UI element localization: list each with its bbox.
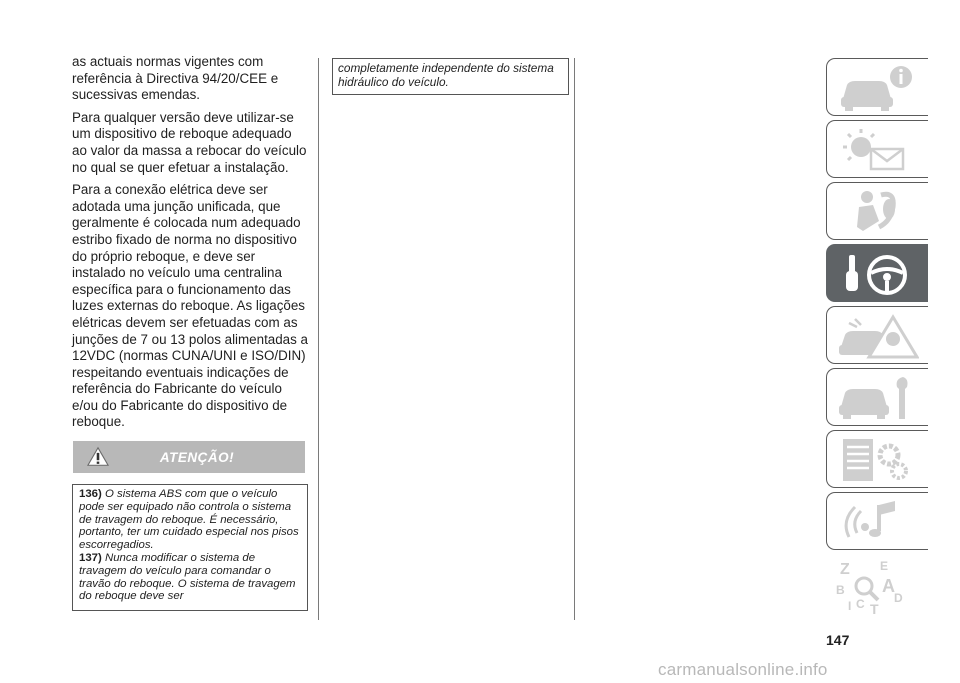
tab-index[interactable] [826,554,928,616]
tab-document-gears[interactable] [826,430,928,488]
paragraph: Para qualquer versão deve utilizar-se um dispositivo de reboque adequado ao valor da massa a rebocar do veículo no qual se quer efetuar a instalação. [72,109,307,175]
warning-item-number: 136) [79,488,102,500]
document-gears-icon [835,435,919,485]
svg-text:D: D [894,591,903,605]
car-wrench-icon [835,373,919,423]
tab-car-wrench[interactable] [826,368,928,426]
main-text-column [72,54,308,437]
continued-warning-box [332,58,569,95]
page-number: 147 [826,632,850,648]
warning-box [72,484,308,611]
watermark-text: carmanualsonline.info [658,660,828,679]
warning-item [79,488,303,552]
paragraph: Para a conexão elétrica deve ser adotada uma junção unificada, que geralmente é colocada num adequado estribo fixado de norma no dispositivo do próprio reboque, e deve ser instalado no veículo uma centralina específica para o funcionamento das luzes externas do reboque. As ligações elétricas devem ser efetuadas com as junções de 7 ou 13 polos alimentadas a 12VDC (normas CUNA/UNI e ISO/DIN) respeitando eventuais indicações de referência do Fabricante do veículo e/ou do Fabricante do dispositivo de reboque. [72,182,308,430]
multimedia-music-icon [835,497,919,547]
warning-title: ATENÇÃO! [159,449,235,465]
column-divider [318,58,319,620]
index-letters-icon [834,558,918,616]
warning-item-text: Nunca modificar o sistema de travagem do veículo para comandar o travão do reboque. O sistema de travagem do reboque deve ser [79,551,296,603]
tab-seat-airbag[interactable] [826,182,928,240]
svg-text:T: T [870,601,879,616]
continued-warning-text: completamente independente do sistema hidráulico do veículo. [338,61,554,89]
warning-item-text: O sistema ABS com que o veículo pode ser equipado não controla o sistema de travagem do reboque. É necessário, portanto, ter um cuidado especial nos pisos escorregadios. [79,488,299,552]
warning-header [73,441,305,473]
tab-multimedia[interactable] [826,492,928,550]
seat-airbag-icon [835,187,919,237]
tab-car-warning[interactable] [826,306,928,364]
tab-car-info[interactable] [826,58,928,116]
tab-key-steering[interactable] [826,244,928,302]
svg-text:Z: Z [840,561,850,578]
svg-text:A: A [882,576,895,596]
warning-triangle-icon [87,446,109,468]
car-warning-icon [835,311,919,361]
svg-text:B: B [836,583,845,597]
dashboard-lights-icon [835,125,919,175]
warning-item [79,552,303,603]
svg-text:C: C [856,597,865,611]
car-info-icon [835,63,919,113]
key-steering-wheel-icon [835,249,919,299]
svg-text:E: E [880,559,889,573]
svg-text:I: I [848,599,852,613]
paragraph: as actuais normas vigentes com referência à Directiva 94/20/CEE e sucessivas emendas. [72,54,279,103]
warning-item-number: 137) [79,551,102,564]
tab-dashboard-lights[interactable] [826,120,928,178]
column-divider [574,58,575,620]
